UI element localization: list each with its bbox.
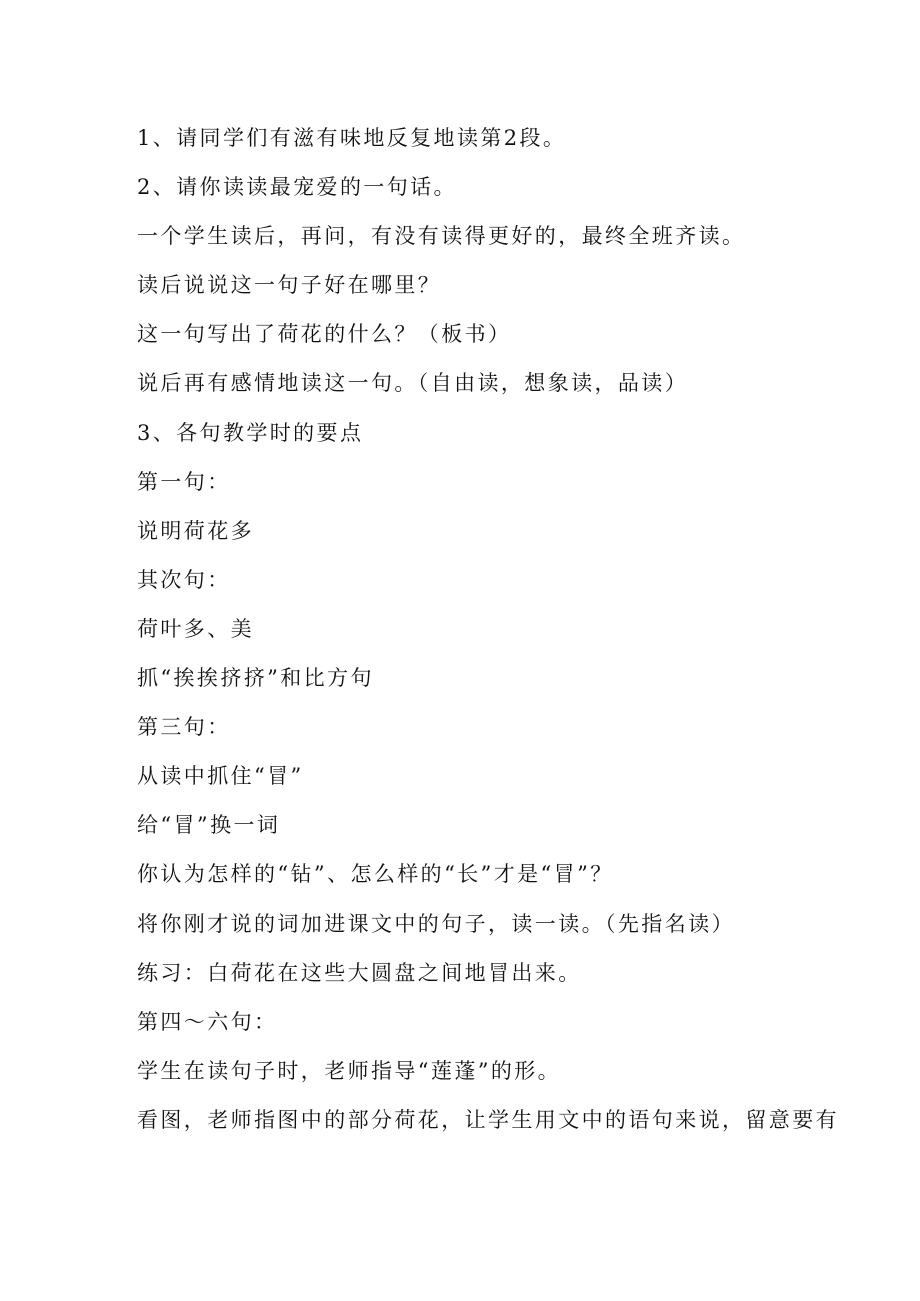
text-line: 练习：白荷花在这些大圆盘之间地冒出来。 <box>137 960 582 985</box>
text-line: 抓“挨挨挤挤”和比方句 <box>137 666 374 691</box>
text-line: 这一句写出了荷花的什么？（板书） <box>137 322 512 347</box>
text-line: 说明荷花多 <box>137 518 254 543</box>
text-line: 第一句： <box>137 469 231 494</box>
text-line: 读后说说这一句子好在哪里？ <box>137 273 442 298</box>
text-line: 看图，老师指图中的部分荷花，让学生用文中的语句来说，留意要有 <box>137 1107 839 1132</box>
text-line: 将你刚才说的词加进课文中的句子，读一读。（先指名读） <box>137 911 735 936</box>
text-line: 其次句： <box>137 567 231 592</box>
text-line: 学生在读句子时，老师指导“莲蓬”的形。 <box>137 1058 562 1083</box>
text-line: 一个学生读后，再问，有没有读得更好的，最终全班齐读。 <box>137 224 746 249</box>
text-line: 第四～六句： <box>137 1009 278 1034</box>
text-line: 第三句： <box>137 715 231 740</box>
document-body <box>137 114 839 1145</box>
text-line: 荷叶多、美 <box>137 616 254 641</box>
text-line: 1、请同学们有滋有味地反复地读第2段。 <box>137 126 567 150</box>
text-line: 说后再有感情地读这一句。（自由读，想象读，品读） <box>137 371 689 396</box>
text-line: 你认为怎样的“钻”、怎么样的“长”才是“冒”？ <box>137 862 614 887</box>
text-line: 2、请你读读最宠爱的一句话。 <box>137 175 457 200</box>
text-line: 从读中抓住“冒” <box>137 764 304 789</box>
text-line: 给“冒”换一词 <box>137 813 281 838</box>
text-line: 3、各句教学时的要点 <box>137 420 364 445</box>
